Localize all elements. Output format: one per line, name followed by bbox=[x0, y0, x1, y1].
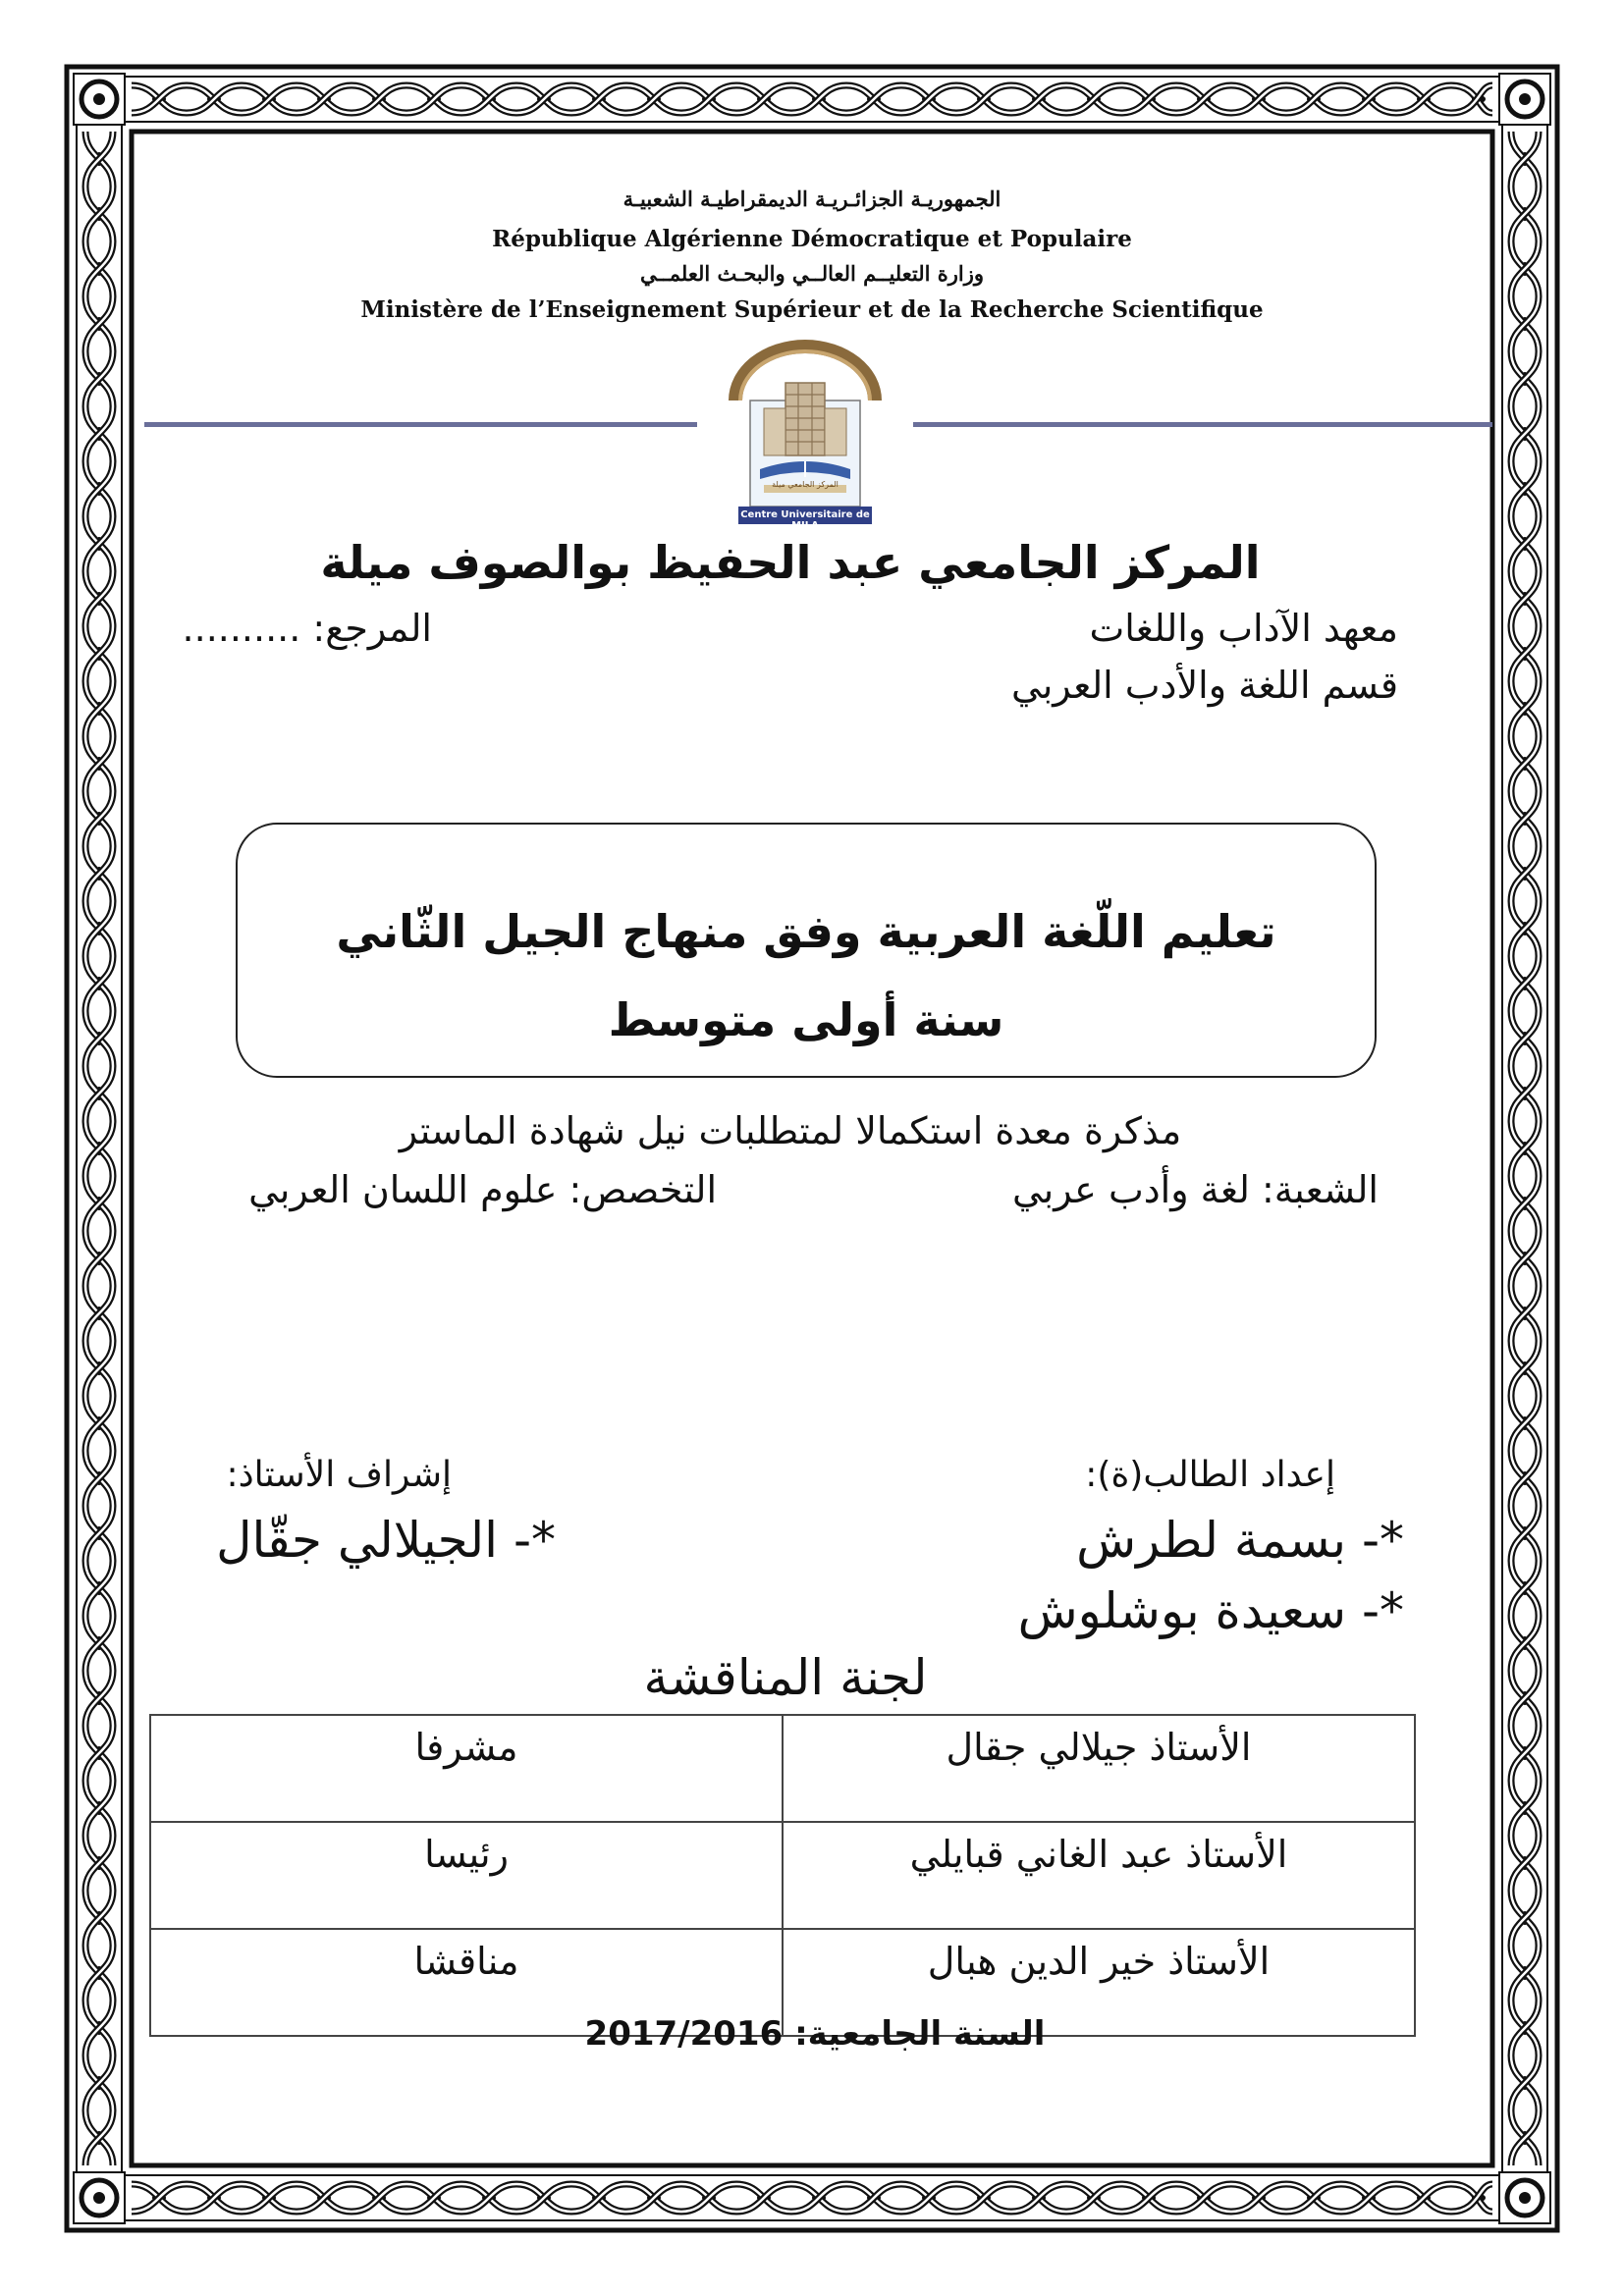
republic-arabic: الجمهوريـة الجزائـريـة الديمقراطيـة الشعبيـة bbox=[623, 187, 1001, 211]
academic-year: السنة الجامعية: 2017/2016 bbox=[584, 2014, 1046, 2054]
university-name: المركز الجامعي عبد الحفيظ بوالصوف ميلة bbox=[320, 536, 1261, 589]
reference-field: المرجع: .......... bbox=[182, 607, 432, 650]
committee-role: مشرفا bbox=[150, 1715, 783, 1822]
department-name: قسم اللغة والأدب العربي bbox=[1011, 664, 1398, 707]
table-row bbox=[150, 1715, 1415, 1822]
committee-member: الأستاذ عبد الغاني قبايلي bbox=[783, 1822, 1415, 1929]
student-name-1: *- بسمة لطرش bbox=[1076, 1512, 1404, 1569]
students-label: إعداد الطالب(ة): bbox=[1085, 1455, 1335, 1495]
committee-title: لجنة المناقشة bbox=[643, 1649, 928, 1706]
committee-role: مناقشا bbox=[150, 1929, 783, 2036]
specialty-field: التخصص: علوم اللسان العربي bbox=[248, 1168, 717, 1211]
republic-french: République Algérienne Démocratique et Populaire bbox=[492, 226, 1132, 252]
student-name-2: *- سعيدة بوشلوش bbox=[1017, 1582, 1404, 1639]
ministry-arabic: وزارة التعليــم العالــي والبحـث العلمــي bbox=[639, 261, 985, 286]
header-rule-right bbox=[913, 422, 1492, 427]
supervisor-label: إشراف الأستاذ: bbox=[226, 1455, 452, 1495]
thesis-title: تعليم اللّغة العربية وفق منهاج الجيل الثّاني bbox=[336, 905, 1276, 958]
institute-name: معهد الآداب واللغات bbox=[1089, 607, 1398, 650]
committee-member: الأستاذ جيلالي جقال bbox=[783, 1715, 1415, 1822]
committee-role: رئيسا bbox=[150, 1822, 783, 1929]
university-logo bbox=[721, 340, 890, 531]
logo-inner-text: المركز الجامعي ميلة bbox=[772, 480, 839, 489]
committee-table bbox=[149, 1714, 1416, 2037]
header-rule-left bbox=[144, 422, 697, 427]
committee-member: الأستاذ خير الدين هبال bbox=[783, 1929, 1415, 2036]
branch-field: الشعبة: لغة وأدب عربي bbox=[1011, 1168, 1379, 1211]
ministry-french: Ministère de l’Enseignement Supérieur et de la Recherche Scientifique bbox=[360, 296, 1264, 323]
degree-statement: مذكرة معدة استكمالا لمتطلبات نيل شهادة الماستر bbox=[399, 1109, 1182, 1152]
logo-caption: Centre Universitaire de MILA bbox=[740, 509, 870, 531]
thesis-subtitle: سنة أولى متوسط bbox=[608, 993, 1004, 1046]
table-row bbox=[150, 1822, 1415, 1929]
supervisor-name: *- الجيلالي جقّال bbox=[216, 1512, 556, 1569]
